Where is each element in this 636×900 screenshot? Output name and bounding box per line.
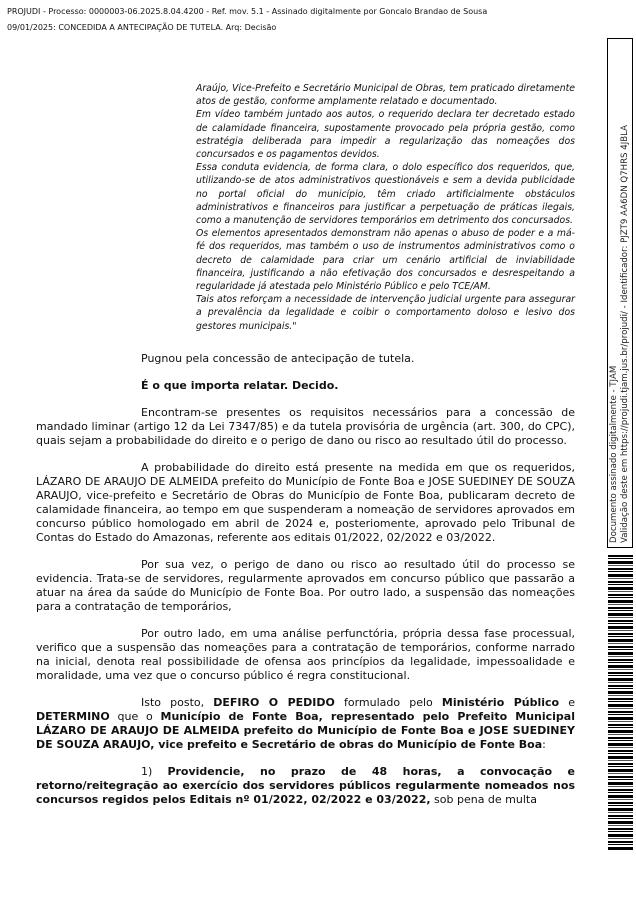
- validation-line: Validação deste em https://projudi.tjam.jus.br/projudi/ - Identificador: PJZT9 AA6DN Q7HRS 4JBLA: [620, 125, 630, 543]
- signature-validation-box: [607, 38, 633, 548]
- barcode-icon: [608, 555, 633, 851]
- body-paragraph: A probabilidade do direito está presente na medida em que os requeridos, LÁZARO DE ARAUJO DE ALMEIDA prefeito do Município de Fonte Boa e JOSE SUEDINEY DE SOUZA ARAUJO, vice-prefeito e Secretário de Obras do Município de Fonte Boa, publicaram decreto de calamidade financeira, ao tempo em que suspenderam a nomeação de servidores aprovados em concurso público homologado em abril de 2024 e, posteriomente, aprovado pelo Tribunal de Contas do Estado do Amazonas, referente aos editais 01/2022, 02/2022 e 03/2022.: [36, 460, 575, 544]
- decision-body: [36, 352, 575, 807]
- quote-paragraph: Em vídeo também juntado aos autos, o requerido declara ter decretado estado de calamidade financeira, supostamente provocado pela própria gestão, como estratégia deliberada para impedir a regularização das nomeações dos concursados e os pagamentos devidos.: [196, 109, 575, 161]
- signature-validation-text: [608, 39, 632, 547]
- quote-paragraph: Araújo, Vice-Prefeito e Secretário Municipal de Obras, tem praticado diretamente atos de gestão, conforme amplamente relatado e documentado.: [196, 83, 575, 108]
- body-paragraph: Por sua vez, o perigo de dano ou risco ao resultado útil do processo se evidencia. Trata-se de servidores, regularmente aprovados em concurso público que passarão a atuar na área da saúde do Município de Fonte Boa. Por outro lado, a suspensão das nomeações para a contratação de temporários,: [36, 557, 575, 613]
- body-paragraph-order-1: 1) Providencie, no prazo de 48 horas, a convocação e retorno/reitegração ao exercício dos servidores públicos regularmente nomeados nos concursos regidos pelos Editais nº 01/2022, 02/2022 e 03/2022, sob pena de multa: [36, 764, 575, 806]
- signature-line: Documento assinado digitalmente - TJAM: [609, 365, 619, 543]
- header-decision-line: 09/01/2025: CONCEDIDA A ANTECIPAÇÃO DE TUTELA. Arq: Decisão: [7, 23, 277, 32]
- body-paragraph: Por outro lado, em uma análise perfunctória, própria dessa fase processual, verifico que a suspensão das nomeações para a contratação de temporários, conforme narrado na inicial, denota real possibilidade de ofensa aos princípios da legalidade, impessoalidade e moralidade, uma vez que o concurso público é regra constitucional.: [36, 626, 575, 682]
- quote-paragraph: Tais atos reforçam a necessidade de intervenção judicial urgente para assegurar a prevalência da legalidade e coibir o comportamento doloso e lesivo dos gestores municipais.": [196, 294, 575, 332]
- quote-paragraph: Os elementos apresentados demonstram não apenas o abuso de poder e a má-fé dos requeridos, mas também o uso de instrumentos administrativos como o decreto de calamidade para criar um cenário artificial de inviabilidade financeira, justificando a não efetivação dos concursados e desrespeitando a regularidade já atestada pelo Ministério Público e pelo TCE/AM.: [196, 228, 575, 293]
- body-paragraph: Encontram-se presentes os requisitos necessários para a concessão de mandado liminar (artigo 12 da Lei 7347/85) e da tutela provisória de urgência (art. 300, do CPC), quais sejam a probabilidade do direito e o perigo de dano ou risco ao resultado útil do processo.: [36, 405, 575, 447]
- quote-paragraph: Essa conduta evidencia, de forma clara, o dolo específico dos requeridos, que, utilizando-se de atos administrativos questionáveis e sem a devida publicidade no portal oficial do município, têm criado artificialmente obstáculos administrativos e financeiros para justificar a perpetuação de práticas ilegais, como a manutenção de servidores temporários em detrimento dos concursados.: [196, 162, 575, 227]
- body-paragraph-ruling: Isto posto, DEFIRO O PEDIDO formulado pelo Ministério Público e DETERMINO que o Município de Fonte Boa, representado pelo Prefeito Municipal LÁZARO DE ARAUJO DE ALMEIDA prefeito do Município de Fonte Boa e JOSE SUEDINEY DE SOUZA ARAUJO, vice prefeito e Secretário de obras do Município de Fonte Boa:: [36, 695, 576, 751]
- header-process-line: PROJUDI - Processo: 0000003-06.2025.8.04.4200 - Ref. mov. 5.1 - Assinado digitalmente por Goncalo Brandao de Sousa: [7, 7, 488, 16]
- quoted-excerpt-block: [196, 82, 575, 333]
- body-paragraph-heading: É o que importa relatar. Decido.: [141, 378, 339, 392]
- document-header: [0, 0, 636, 36]
- body-paragraph: Pugnou pela concessão de antecipação de tutela.: [141, 351, 415, 365]
